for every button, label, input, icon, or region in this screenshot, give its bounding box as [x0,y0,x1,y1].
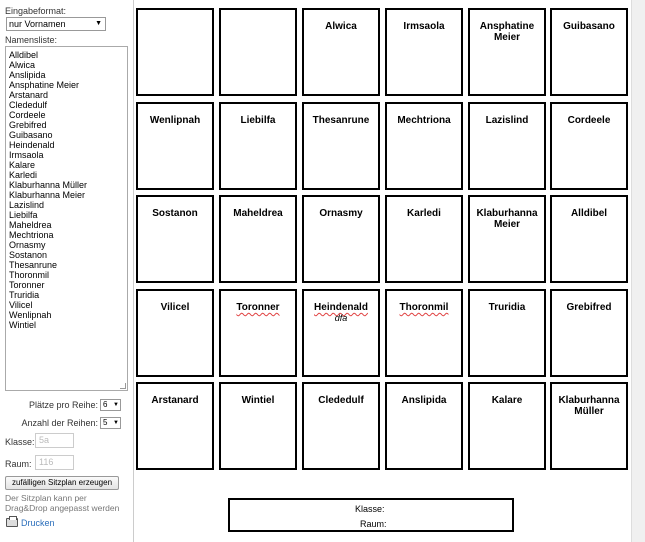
printer-icon [6,518,18,527]
name-list-item: Lazislind [9,200,45,210]
seat-card[interactable] [136,195,214,283]
print-link[interactable] [6,518,55,528]
seat-card[interactable] [385,8,463,96]
seat-name: Guibasano [563,21,615,32]
seat-name: Klaburhanna Müller [558,395,620,417]
seat-card[interactable] [468,195,546,283]
class-input[interactable]: 5a [35,433,74,448]
chevron-down-icon: ▼ [113,402,119,408]
class-label: Klasse: [5,437,35,447]
name-list-item: Truridia [9,290,40,300]
seat-card[interactable] [136,289,214,377]
seat-name: Karledi [407,208,441,219]
room-input[interactable]: 116 [35,455,74,470]
name-list-item: Wintiel [9,320,37,330]
namelist-textarea[interactable] [5,46,128,391]
name-list-item: Thesanrune [9,260,58,270]
seat-card[interactable] [302,102,380,190]
seat-name: Ansphatine Meier [479,21,535,43]
box-class-label: Klasse: [355,504,385,514]
seat-card[interactable] [468,8,546,96]
name-list-item: Klaburhanna Müller [9,180,88,190]
name-list-item: Heindenald [9,140,55,150]
name-list-item: Alwica [9,60,36,70]
seats-per-row-select[interactable] [100,399,121,411]
seat-card[interactable] [468,382,546,470]
seat-name: Toronner [236,302,280,313]
seat-name: Anslipida [401,395,447,406]
seat-card[interactable] [468,289,546,377]
seat-card[interactable] [468,102,546,190]
seat-name: Liebilfa [240,115,276,126]
chevron-down-icon: ▼ [113,420,119,426]
seat-card[interactable] [550,195,628,283]
seat-card[interactable] [550,289,628,377]
generate-seating-button[interactable]: zufälligen Sitzplan erzeugen [5,476,119,490]
seat-card[interactable] [302,195,380,283]
name-list-item: Karledi [9,170,38,180]
seat-name: Thoronmil [399,302,449,313]
seat-card[interactable] [219,102,297,190]
seat-name: Grebifred [566,302,612,313]
input-format-select[interactable] [6,17,106,31]
seat-card[interactable] [385,382,463,470]
seat-card[interactable] [302,289,380,377]
chevron-down-icon: ▼ [95,20,102,27]
seat-card[interactable] [219,195,297,283]
rows-select[interactable] [100,417,121,429]
name-list-item: Wenlipnah [9,310,52,320]
resize-handle-icon[interactable] [120,383,126,389]
seat-card[interactable] [136,382,214,470]
seat-name: Cordeele [567,115,611,126]
input-format-value: nur Vornamen [9,19,66,29]
name-list-item: Anslipida [9,70,46,80]
seat-card[interactable] [219,289,297,377]
seat-card[interactable] [550,8,628,96]
drag-drop-hint: Der Sitzplan kann per Drag&Drop angepasst werden [5,493,120,513]
seat-name: Thesanrune [312,115,370,126]
name-list-item: Guibasano [9,130,53,140]
seat-card[interactable] [136,8,214,96]
seat-card[interactable] [385,195,463,283]
input-format-label: Eingabeformat: [5,6,67,16]
seat-name: Wintiel [241,395,275,406]
seat-name: Maheldrea [233,208,283,219]
seat-card[interactable] [385,102,463,190]
scrollbar[interactable] [631,0,645,542]
seat-name: Truridia [488,302,526,313]
name-list-item: Irmsaola [9,150,44,160]
seat-name: Clededulf [318,395,364,406]
name-list-item: Arstanard [9,90,49,100]
seat-card[interactable] [302,8,380,96]
seat-name: Sostanon [152,208,198,219]
name-list-item: Sostanon [9,250,48,260]
name-list-item: Alldibel [9,50,39,60]
rows-value: 5 [103,418,108,427]
seat-card[interactable] [550,382,628,470]
seat-name: Lazislind [485,115,529,126]
name-list-item: Grebifred [9,120,47,130]
name-list-item: Mechtriona [9,230,54,240]
room-label: Raum: [5,459,32,469]
seat-name: Klaburhanna Meier [476,208,538,230]
seating-plan [134,0,631,542]
seat-name: Irmsaola [403,21,445,32]
seats-per-row-value: 6 [103,400,108,409]
seat-name: Alwica [325,21,357,32]
name-list-item: Ansphatine Meier [9,80,80,90]
sidebar [0,0,132,542]
seat-name: Mechtriona [397,115,451,126]
rows-label: Anzahl der Reihen: [21,418,98,428]
name-list-item: Kalare [9,160,36,170]
seats-per-row-label: Plätze pro Reihe: [28,400,98,410]
seat-name: Arstanard [151,395,199,406]
name-list-item: Cordeele [9,110,46,120]
name-list-item: Klaburhanna Meier [9,190,86,200]
seat-card[interactable] [550,102,628,190]
class-room-box [228,498,514,532]
name-list-item: Maheldrea [9,220,52,230]
name-list-item: Vilicel [9,300,33,310]
name-list-item: Toronner [9,280,45,290]
seat-card[interactable] [385,289,463,377]
seat-name: Alldibel [570,208,608,219]
box-room-label: Raum: [360,519,387,529]
name-list-item: Liebilfa [9,210,38,220]
name-list-item: Clededulf [9,100,48,110]
seat-name: Kalare [491,395,523,406]
seat-card[interactable] [219,382,297,470]
name-list-item: Thoronmil [9,270,50,280]
namelist-label: Namensliste: [5,35,58,45]
seat-card[interactable] [302,382,380,470]
seat-name: Wenlipnah [149,115,201,126]
print-label: Drucken [21,518,55,528]
seat-note: dfa [334,313,348,323]
seat-name: Vilicel [160,302,190,313]
seat-name: Ornasmy [319,208,363,219]
name-list-item: Ornasmy [9,240,46,250]
seat-name: Heindenald [314,302,368,313]
seat-card[interactable] [136,102,214,190]
seat-card[interactable] [219,8,297,96]
